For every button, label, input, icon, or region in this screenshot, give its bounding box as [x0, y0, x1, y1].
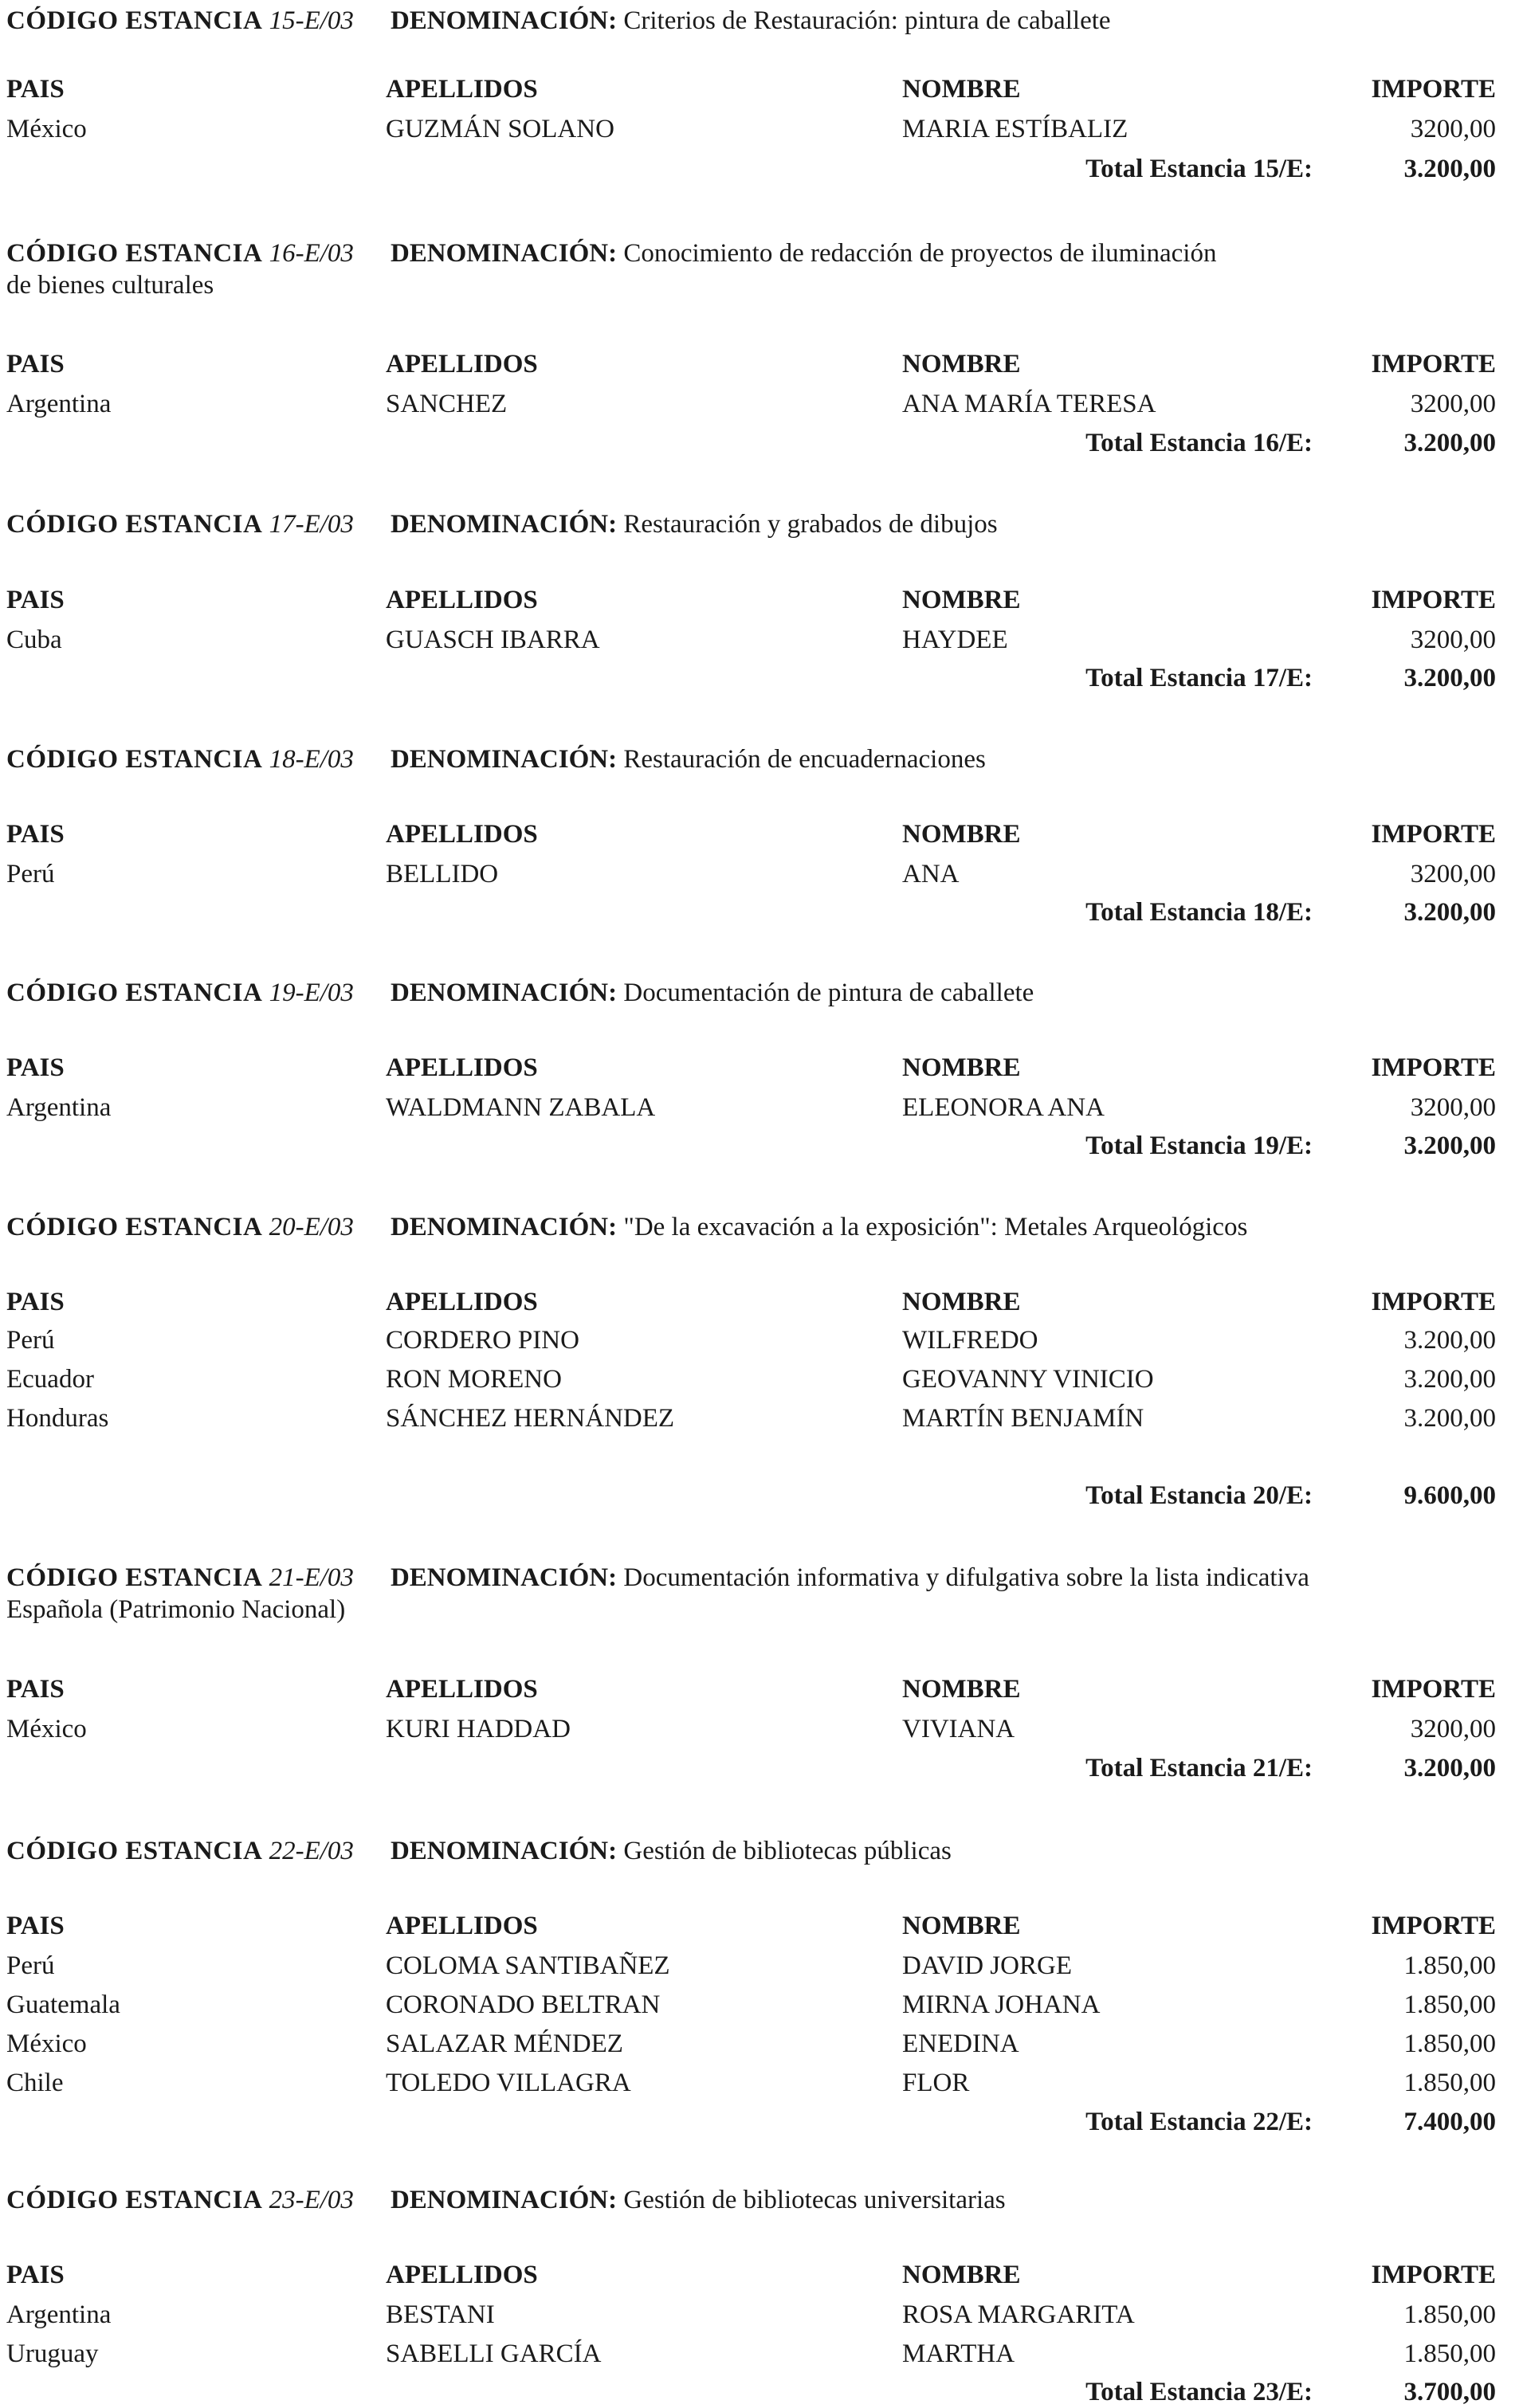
- denominacion-text: "De la excavación a la exposición": Metales Arqueológicos: [623, 1213, 1248, 1241]
- codigo-label: CÓDIGO ESTANCIA: [6, 1213, 263, 1241]
- estancia-header: [6, 1562, 1507, 1626]
- header-importe: IMPORTE: [1371, 2261, 1496, 2289]
- table-row: [0, 2028, 1523, 2060]
- total-value: 3.200,00: [1403, 429, 1496, 457]
- cell-importe: 1.850,00: [1403, 2030, 1496, 2058]
- column-headers: [0, 1286, 1523, 1318]
- header-apellidos: APELLIDOS: [386, 2261, 538, 2289]
- denominacion-label: DENOMINACIÓN:: [390, 239, 618, 268]
- table-row: [0, 1989, 1523, 2021]
- table-row: [0, 113, 1523, 145]
- cell-nombre: MARTÍN BENJAMÍN: [902, 1404, 1144, 1433]
- header-apellidos: APELLIDOS: [386, 1053, 538, 1082]
- header-importe: IMPORTE: [1371, 75, 1496, 104]
- table-row: [0, 1713, 1523, 1745]
- total-value: 3.700,00: [1403, 2378, 1496, 2406]
- header-nombre: NOMBRE: [902, 1053, 1021, 1082]
- estancia-code: 20-E/03: [269, 1213, 354, 1241]
- header-nombre: NOMBRE: [902, 586, 1021, 614]
- cell-importe: 3200,00: [1410, 390, 1496, 418]
- codigo-label: CÓDIGO ESTANCIA: [6, 510, 263, 539]
- total-row: [0, 1752, 1523, 1784]
- header-pais: PAIS: [6, 820, 65, 849]
- estancia-header: [6, 977, 1507, 1009]
- total-value: 7.400,00: [1403, 2108, 1496, 2136]
- total-row: [0, 427, 1523, 459]
- header-apellidos: APELLIDOS: [386, 350, 538, 378]
- cell-pais: Perú: [6, 1326, 55, 1355]
- total-label: Total Estancia 17/E:: [1085, 664, 1313, 692]
- denominacion-text: Restauración de encuadernaciones: [623, 745, 986, 774]
- denominacion-text: Documentación informativa y difulgativa sobre la lista indicativa: [623, 1563, 1309, 1592]
- cell-apellidos: SANCHEZ: [386, 390, 508, 418]
- header-nombre: NOMBRE: [902, 820, 1021, 849]
- cell-importe: 1.850,00: [1403, 2339, 1496, 2368]
- cell-importe: 3200,00: [1410, 1093, 1496, 1122]
- header-apellidos: APELLIDOS: [386, 820, 538, 849]
- table-row: [0, 2299, 1523, 2331]
- cell-pais: México: [6, 2030, 87, 2058]
- estancia-header: [6, 5, 1507, 37]
- estancia-code: 16-E/03: [269, 239, 354, 268]
- column-headers: [0, 1673, 1523, 1705]
- cell-pais: Cuba: [6, 626, 62, 654]
- denominacion-label: DENOMINACIÓN:: [390, 6, 618, 35]
- total-row: [0, 1130, 1523, 1162]
- denominacion-text: Gestión de bibliotecas universitarias: [623, 2186, 1006, 2214]
- cell-apellidos: WALDMANN ZABALA: [386, 1093, 656, 1122]
- cell-apellidos: RON MORENO: [386, 1365, 562, 1394]
- total-label: Total Estancia 21/E:: [1085, 1754, 1313, 1782]
- denominacion-label: DENOMINACIÓN:: [390, 745, 618, 774]
- header-importe: IMPORTE: [1371, 1053, 1496, 1082]
- total-row: [0, 2106, 1523, 2138]
- codigo-label: CÓDIGO ESTANCIA: [6, 978, 263, 1007]
- header-pais: PAIS: [6, 1288, 65, 1316]
- cell-nombre: MARIA ESTÍBALIZ: [902, 115, 1129, 143]
- total-row: [0, 662, 1523, 694]
- total-value: 3.200,00: [1403, 1754, 1496, 1782]
- header-apellidos: APELLIDOS: [386, 1912, 538, 1940]
- header-apellidos: APELLIDOS: [386, 1675, 538, 1704]
- column-headers: [0, 818, 1523, 850]
- column-headers: [0, 584, 1523, 616]
- denominacion-label: DENOMINACIÓN:: [390, 510, 618, 539]
- cell-apellidos: GUASCH IBARRA: [386, 626, 600, 654]
- denominacion-text: Gestión de bibliotecas públicas: [623, 1837, 952, 1865]
- header-nombre: NOMBRE: [902, 2261, 1021, 2289]
- header-nombre: NOMBRE: [902, 1675, 1021, 1704]
- column-headers: [0, 1052, 1523, 1084]
- table-row: [0, 2338, 1523, 2370]
- estancia-header: [6, 1835, 1507, 1867]
- total-value: 3.200,00: [1403, 155, 1496, 183]
- total-label: Total Estancia 22/E:: [1085, 2108, 1313, 2136]
- header-pais: PAIS: [6, 586, 65, 614]
- column-headers: [0, 2259, 1523, 2291]
- total-label: Total Estancia 16/E:: [1085, 429, 1313, 457]
- cell-apellidos: GUZMÁN SOLANO: [386, 115, 614, 143]
- cell-nombre: WILFREDO: [902, 1326, 1038, 1355]
- column-headers: [0, 1910, 1523, 1942]
- total-label: Total Estancia 18/E:: [1085, 898, 1313, 927]
- header-nombre: NOMBRE: [902, 1288, 1021, 1316]
- cell-apellidos: CORDERO PINO: [386, 1326, 579, 1355]
- denominacion-label: DENOMINACIÓN:: [390, 978, 618, 1007]
- estancia-header: [6, 2184, 1507, 2216]
- cell-nombre: DAVID JORGE: [902, 1951, 1072, 1980]
- cell-nombre: MARTHA: [902, 2339, 1015, 2368]
- estancia-header: [6, 743, 1507, 775]
- header-apellidos: APELLIDOS: [386, 586, 538, 614]
- header-importe: IMPORTE: [1371, 1288, 1496, 1316]
- header-pais: PAIS: [6, 2261, 65, 2289]
- header-importe: IMPORTE: [1371, 350, 1496, 378]
- header-apellidos: APELLIDOS: [386, 75, 538, 104]
- cell-importe: 3.200,00: [1403, 1404, 1496, 1433]
- codigo-label: CÓDIGO ESTANCIA: [6, 6, 263, 35]
- cell-importe: 3200,00: [1410, 626, 1496, 654]
- total-label: Total Estancia 23/E:: [1085, 2378, 1313, 2406]
- table-row: [0, 1402, 1523, 1434]
- codigo-label: CÓDIGO ESTANCIA: [6, 239, 263, 268]
- cell-apellidos: BELLIDO: [386, 860, 499, 888]
- table-row: [0, 1092, 1523, 1124]
- header-nombre: NOMBRE: [902, 75, 1021, 104]
- estancia-code: 18-E/03: [269, 745, 354, 774]
- cell-pais: Guatemala: [6, 1990, 120, 2019]
- cell-nombre: MIRNA JOHANA: [902, 1990, 1101, 2019]
- cell-importe: 1.850,00: [1403, 1990, 1496, 2019]
- header-apellidos: APELLIDOS: [386, 1288, 538, 1316]
- estancia-code: 23-E/03: [269, 2186, 354, 2214]
- header-nombre: NOMBRE: [902, 1912, 1021, 1940]
- table-row: [0, 388, 1523, 420]
- cell-pais: México: [6, 1715, 87, 1743]
- header-importe: IMPORTE: [1371, 1675, 1496, 1704]
- estancia-header: [6, 237, 1507, 301]
- denominacion-label: DENOMINACIÓN:: [390, 1563, 618, 1592]
- denominacion-label: DENOMINACIÓN:: [390, 1213, 618, 1241]
- cell-importe: 1.850,00: [1403, 2069, 1496, 2097]
- cell-apellidos: COLOMA SANTIBAÑEZ: [386, 1951, 670, 1980]
- cell-apellidos: SÁNCHEZ HERNÁNDEZ: [386, 1404, 675, 1433]
- cell-nombre: HAYDEE: [902, 626, 1008, 654]
- total-value: 3.200,00: [1403, 664, 1496, 692]
- denominacion-text: Documentación de pintura de caballete: [623, 978, 1034, 1007]
- estancia-code: 17-E/03: [269, 510, 354, 539]
- total-label: Total Estancia 20/E:: [1085, 1481, 1313, 1510]
- estancia-code: 15-E/03: [269, 6, 354, 35]
- cell-nombre: ANA MARÍA TERESA: [902, 390, 1156, 418]
- total-row: [0, 1480, 1523, 1512]
- estancia-code: 22-E/03: [269, 1837, 354, 1865]
- codigo-label: CÓDIGO ESTANCIA: [6, 2186, 263, 2214]
- denominacion-text: Restauración y grabados de dibujos: [623, 510, 998, 539]
- header-nombre: NOMBRE: [902, 350, 1021, 378]
- cell-pais: Ecuador: [6, 1365, 94, 1394]
- codigo-label: CÓDIGO ESTANCIA: [6, 745, 263, 774]
- cell-pais: Honduras: [6, 1404, 109, 1433]
- column-headers: [0, 73, 1523, 105]
- codigo-label: CÓDIGO ESTANCIA: [6, 1837, 263, 1865]
- table-row: [0, 858, 1523, 890]
- cell-pais: Perú: [6, 1951, 55, 1980]
- cell-apellidos: SABELLI GARCÍA: [386, 2339, 602, 2368]
- estancia-header: [6, 508, 1507, 540]
- cell-nombre: VIVIANA: [902, 1715, 1015, 1743]
- cell-pais: Perú: [6, 860, 55, 888]
- header-pais: PAIS: [6, 1912, 65, 1940]
- header-pais: PAIS: [6, 1675, 65, 1704]
- cell-nombre: ENEDINA: [902, 2030, 1019, 2058]
- cell-nombre: ANA: [902, 860, 960, 888]
- cell-pais: Argentina: [6, 390, 112, 418]
- cell-importe: 3200,00: [1410, 1715, 1496, 1743]
- denominacion-label: DENOMINACIÓN:: [390, 1837, 618, 1865]
- total-row: [0, 2376, 1523, 2408]
- cell-nombre: FLOR: [902, 2069, 970, 2097]
- table-row: [0, 2067, 1523, 2099]
- denominacion-text: Criterios de Restauración: pintura de caballete: [623, 6, 1111, 35]
- cell-importe: 1.850,00: [1403, 2300, 1496, 2329]
- cell-nombre: ROSA MARGARITA: [902, 2300, 1135, 2329]
- table-row: [0, 1363, 1523, 1395]
- column-headers: [0, 348, 1523, 380]
- table-row: [0, 624, 1523, 656]
- cell-pais: Chile: [6, 2069, 64, 2097]
- codigo-label: CÓDIGO ESTANCIA: [6, 1563, 263, 1592]
- header-importe: IMPORTE: [1371, 586, 1496, 614]
- denominacion-text: Conocimiento de redacción de proyectos de iluminación: [623, 239, 1217, 268]
- table-row: [0, 1950, 1523, 1982]
- cell-apellidos: KURI HADDAD: [386, 1715, 571, 1743]
- cell-importe: 1.850,00: [1403, 1951, 1496, 1980]
- cell-importe: 3200,00: [1410, 115, 1496, 143]
- total-value: 3.200,00: [1403, 1131, 1496, 1160]
- total-value: 3.200,00: [1403, 898, 1496, 927]
- header-pais: PAIS: [6, 350, 65, 378]
- header-pais: PAIS: [6, 75, 65, 104]
- cell-importe: 3.200,00: [1403, 1326, 1496, 1355]
- total-row: [0, 153, 1523, 185]
- table-row: [0, 1324, 1523, 1356]
- total-value: 9.600,00: [1403, 1481, 1496, 1510]
- cell-pais: México: [6, 115, 87, 143]
- cell-apellidos: BESTANI: [386, 2300, 495, 2329]
- total-row: [0, 896, 1523, 928]
- cell-pais: Argentina: [6, 2300, 112, 2329]
- total-label: Total Estancia 15/E:: [1085, 155, 1313, 183]
- header-importe: IMPORTE: [1371, 1912, 1496, 1940]
- cell-nombre: GEOVANNY VINICIO: [902, 1365, 1154, 1394]
- denominacion-text-cont: de bienes culturales: [6, 271, 214, 300]
- estancia-code: 19-E/03: [269, 978, 354, 1007]
- cell-apellidos: CORONADO BELTRAN: [386, 1990, 661, 2019]
- estancia-code: 21-E/03: [269, 1563, 354, 1592]
- cell-importe: 3.200,00: [1403, 1365, 1496, 1394]
- cell-pais: Argentina: [6, 1093, 112, 1122]
- header-importe: IMPORTE: [1371, 820, 1496, 849]
- header-pais: PAIS: [6, 1053, 65, 1082]
- cell-apellidos: SALAZAR MÉNDEZ: [386, 2030, 623, 2058]
- estancia-header: [6, 1211, 1507, 1243]
- cell-importe: 3200,00: [1410, 860, 1496, 888]
- cell-nombre: ELEONORA ANA: [902, 1093, 1105, 1122]
- denominacion-text-cont: Española (Patrimonio Nacional): [6, 1595, 346, 1624]
- denominacion-label: DENOMINACIÓN:: [390, 2186, 618, 2214]
- cell-pais: Uruguay: [6, 2339, 99, 2368]
- cell-apellidos: TOLEDO VILLAGRA: [386, 2069, 631, 2097]
- total-label: Total Estancia 19/E:: [1085, 1131, 1313, 1160]
